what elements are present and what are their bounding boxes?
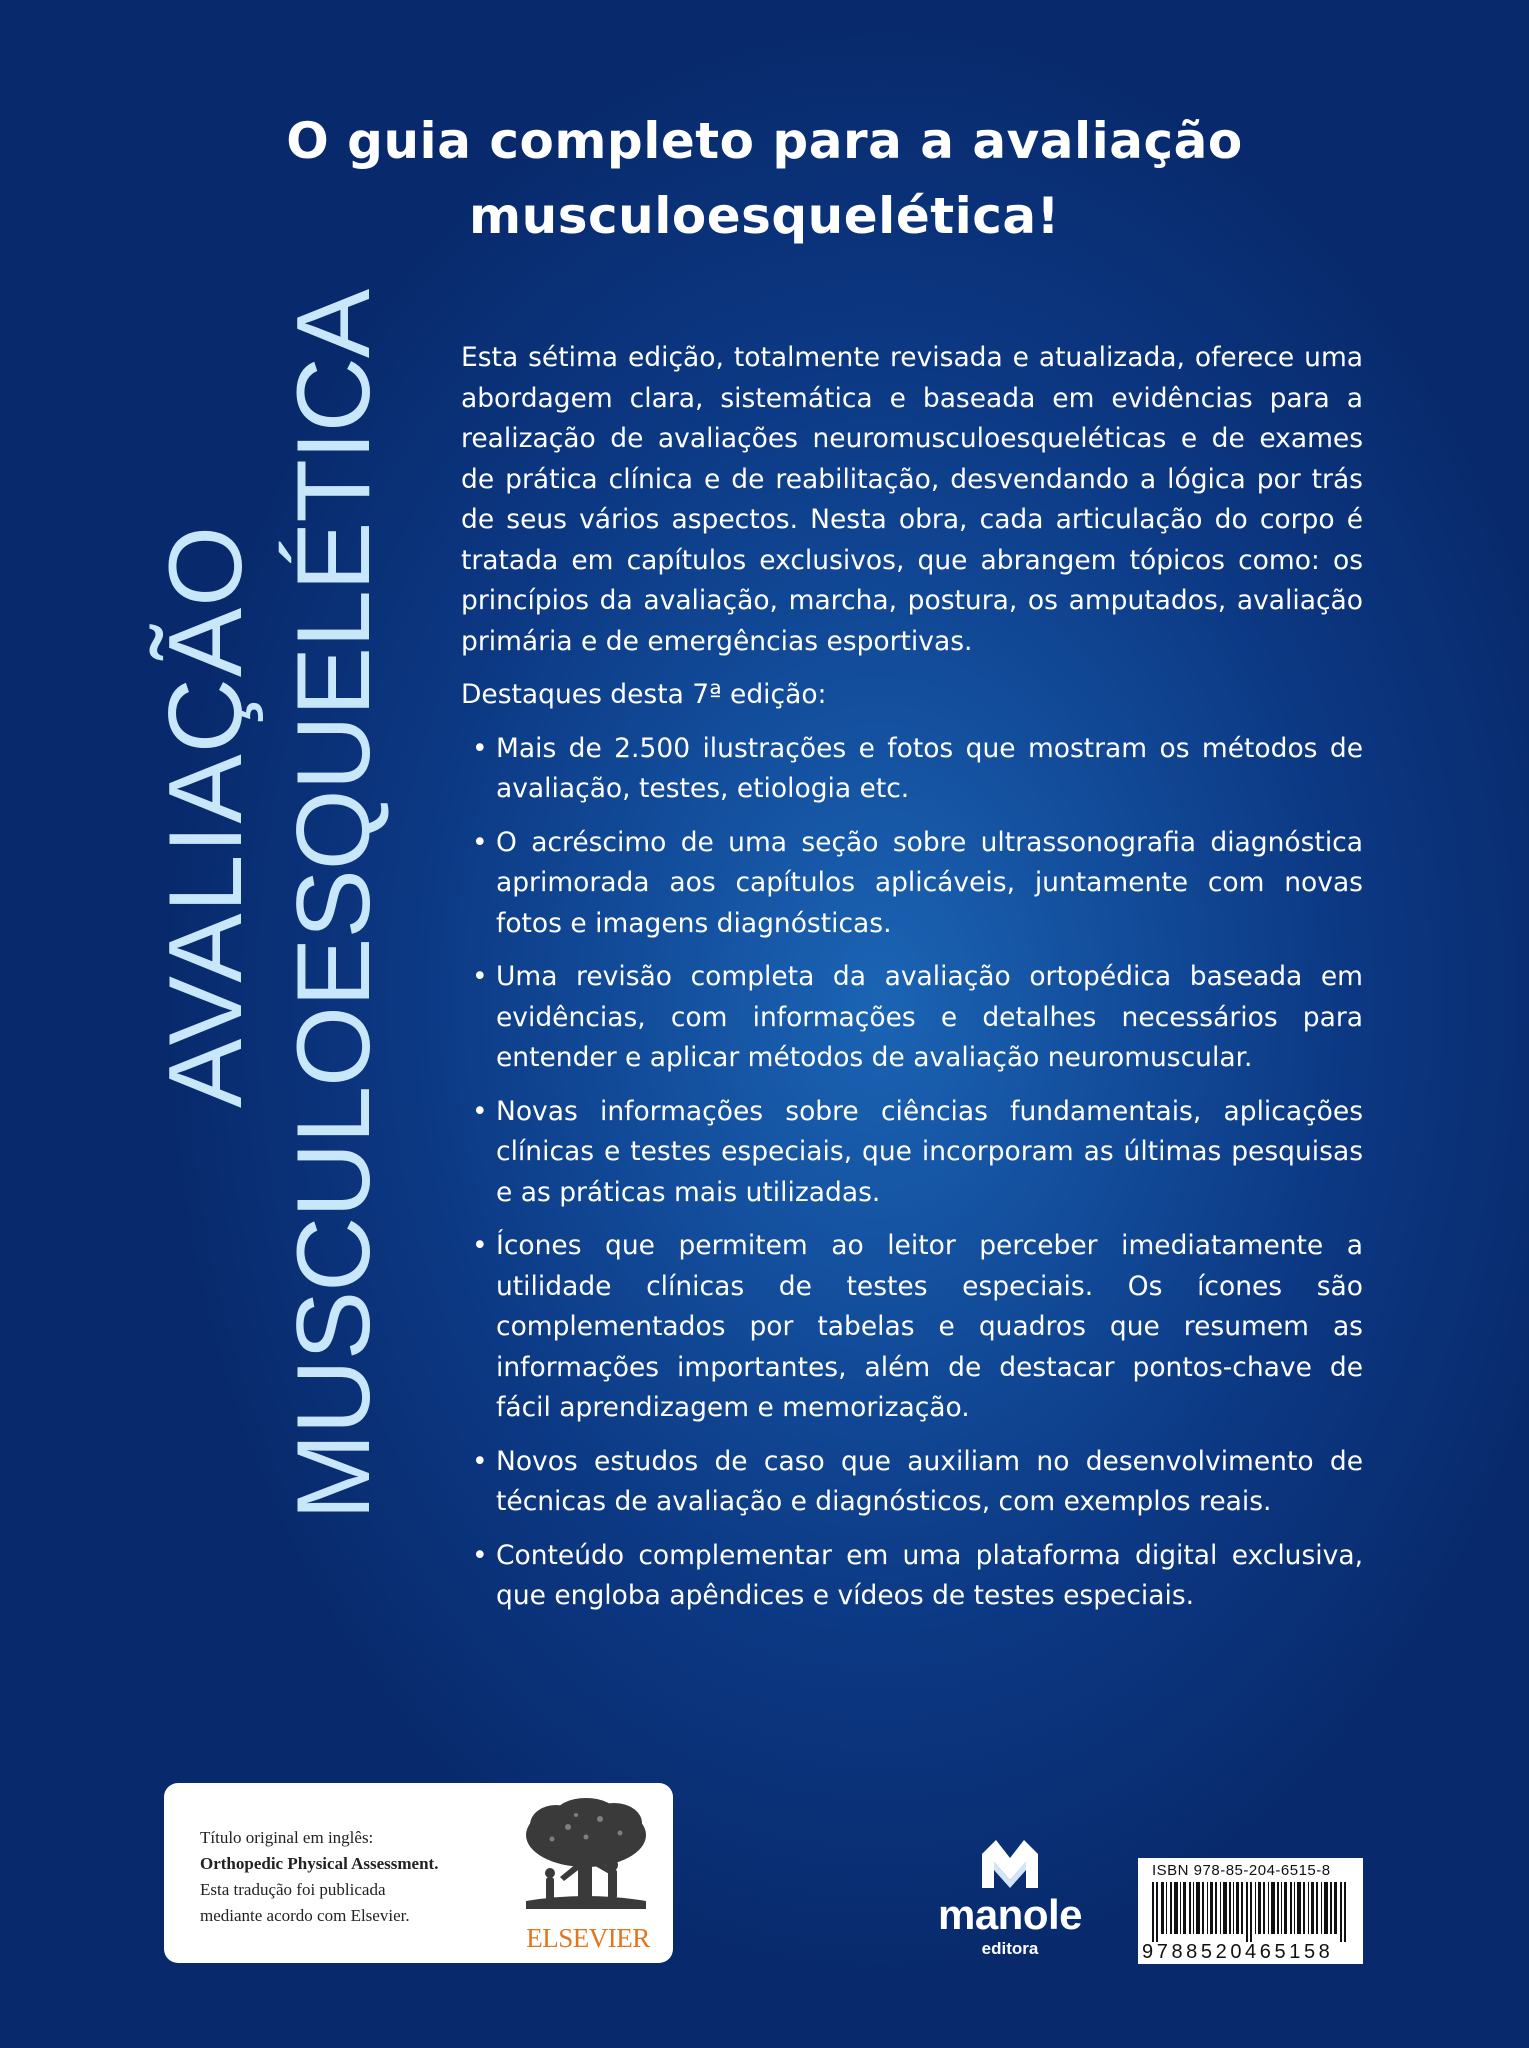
highlight-item: [461, 1226, 1363, 1429]
vertical-book-title: [148, 40, 392, 1520]
vertical-title-line-2: MUSCULOESQUELÉTICA: [276, 289, 392, 1520]
elsevier-tree-icon: [516, 1797, 656, 1917]
publisher-name: manole: [937, 1891, 1083, 1938]
highlight-text: Novas informações sobre ciências fundamentais, aplicações clínicas e testes especiais, que incorporam as últimas pesquisas e as práticas mais utilizadas.: [496, 1095, 1363, 1208]
publisher-logo: [930, 1836, 1090, 1970]
manole-m-icon: [978, 1836, 1042, 1892]
bullet-icon: •: [472, 1539, 488, 1571]
highlight-item: [461, 1442, 1363, 1523]
highlight-text: Ícones que permitem ao leitor perceber imediatamente a utilidade clínicas de testes especiais. Os ícones são complementados por tabelas e quadros que resumem as informações importantes, além de destacar pontos-chave de fácil aprendizagem e memorização.: [496, 1230, 1363, 1423]
highlight-text: Uma revisão completa da avaliação ortopédica baseada em evidências, com informações e detalhes necessários para entender e aplicar métodos de avaliação neuromuscular.: [496, 961, 1363, 1073]
barcode-bars-icon: [1152, 1882, 1352, 1942]
description-intro: Esta sétima edição, totalmente revisada e atualizada, oferece uma abordagem clara, sistemática e baseada em evidências para a realização de avaliações neuromusculoesqueléticas e de exames de prática clínica e de reabilitação, desvendando a lógica por trás de seus vários aspectos. Nesta obra, cada articulação do corpo é tratada em capítulos exclusivos, que abrangem tópicos como: os princípios da avaliação, marcha, postura, os amputados, avaliação primária e de emergências esportivas.: [461, 342, 1363, 657]
highlights-title: Destaques desta 7ª edição:: [461, 679, 827, 710]
highlight-text: Mais de 2.500 ilustrações e fotos que mostram os métodos de avaliação, testes, etiologia etc.: [496, 732, 1363, 804]
highlight-item: [461, 1536, 1363, 1617]
original-title-text: [200, 1825, 490, 1929]
bullet-icon: •: [472, 1445, 488, 1477]
bullet-icon: •: [472, 1230, 488, 1261]
original-title-line-4: mediante acordo com Elsevier.: [200, 1906, 410, 1925]
headline-line-2: musculoesquelética!: [469, 187, 1060, 245]
isbn-barcode: [1138, 1858, 1363, 1964]
book-description: [461, 338, 1363, 1630]
bullet-icon: •: [472, 961, 488, 992]
headline-line-1: O guia completo para a avaliação: [286, 112, 1243, 170]
isbn-number: ISBN 978-85-204-6515-8: [1152, 1862, 1331, 1879]
bullet-icon: •: [472, 732, 488, 764]
highlight-text: Novos estudos de caso que auxiliam no desenvolvimento de técnicas de avaliação e diagnósticos, com exemplos reais.: [496, 1445, 1363, 1517]
highlight-text: Conteúdo complementar em uma plataforma digital exclusiva, que engloba apêndices e vídeos de testes especiais.: [496, 1539, 1363, 1611]
highlight-text: O acréscimo de uma seção sobre ultrassonografia diagnóstica aprimorada aos capítulos aplicáveis, juntamente com novas fotos e imagens diagnósticas.: [496, 826, 1363, 939]
highlight-item: [461, 823, 1363, 945]
publisher-subtitle: editora: [981, 1939, 1039, 1958]
bullet-icon: •: [472, 826, 488, 858]
original-title-line-1: Título original em inglês:: [200, 1828, 374, 1847]
vertical-title-line-1: AVALIAÇÃO: [148, 524, 264, 1108]
elsevier-wordmark: ELSEVIER: [526, 1923, 650, 1953]
barcode-digits: 9788520465158: [1142, 1941, 1334, 1963]
original-title-line-3: Esta tradução foi publicada: [200, 1880, 386, 1899]
original-title-box: [164, 1783, 673, 1963]
original-title-line-2: Orthopedic Physical Assessment.: [200, 1854, 439, 1873]
highlights-list: [461, 729, 1363, 1617]
highlight-item: [461, 1092, 1363, 1214]
highlight-item: [461, 957, 1363, 1079]
bullet-icon: •: [472, 1095, 488, 1127]
highlight-item: [461, 729, 1363, 810]
